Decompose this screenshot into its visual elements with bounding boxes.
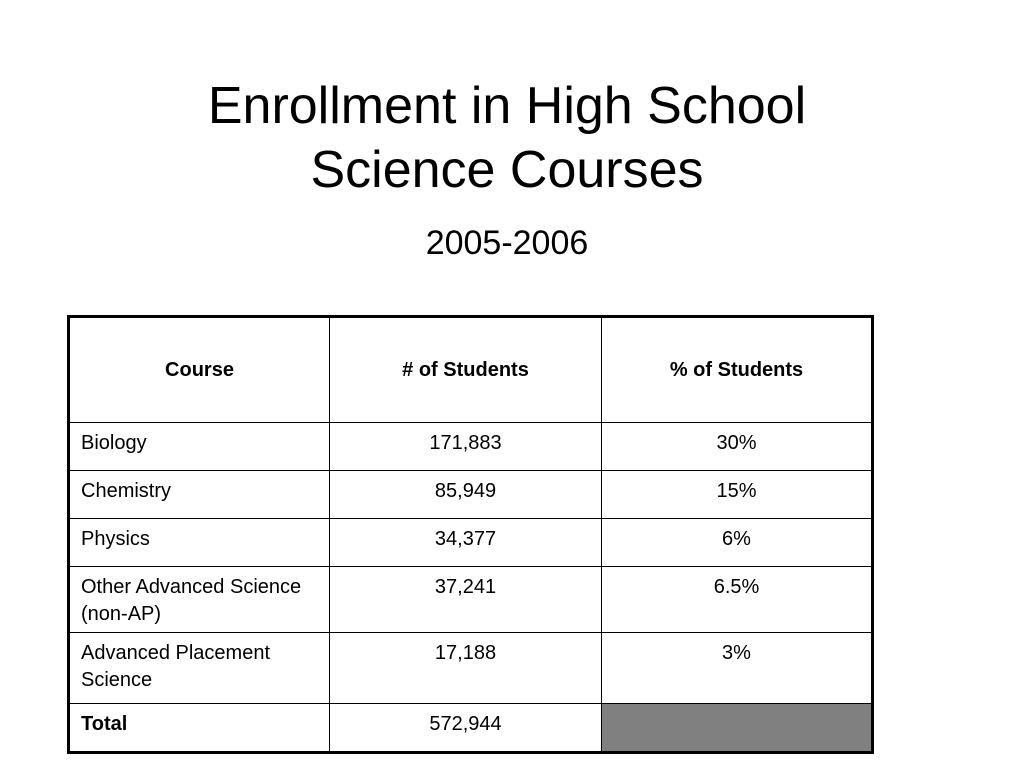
slide-title-line-2: Science Courses — [310, 141, 704, 199]
total-row — [69, 704, 873, 753]
students-cell: 34,377 — [330, 519, 602, 567]
students-cell: 171,883 — [330, 423, 602, 471]
percent-cell: 6% — [602, 519, 873, 567]
percent-cell: 30% — [602, 423, 873, 471]
slide-subtitle: 2005-2006 — [425, 224, 589, 262]
course-cell: Biology — [69, 423, 330, 471]
slide-title-line-1: Enrollment in High School — [207, 77, 807, 135]
total-label-cell: Total — [69, 704, 330, 753]
students-cell: 85,949 — [330, 471, 602, 519]
students-cell: 17,188 — [330, 633, 602, 704]
header-pct-students: % of Students — [602, 317, 873, 423]
table-row — [69, 567, 873, 633]
students-cell: 37,241 — [330, 567, 602, 633]
table-row — [69, 471, 873, 519]
total-percent-cell — [602, 704, 873, 753]
percent-cell: 15% — [602, 471, 873, 519]
table-header-row — [69, 317, 873, 423]
table-row — [69, 423, 873, 471]
percent-cell: 6.5% — [602, 567, 873, 633]
enrollment-table — [67, 315, 874, 754]
slide-title — [0, 74, 1014, 202]
header-course: Course — [69, 317, 330, 423]
table-row — [69, 633, 873, 704]
course-cell: Chemistry — [69, 471, 330, 519]
course-cell: Physics — [69, 519, 330, 567]
course-cell: Advanced Placement Science — [69, 633, 330, 704]
total-students-cell: 572,944 — [330, 704, 602, 753]
percent-cell: 3% — [602, 633, 873, 704]
course-cell: Other Advanced Science (non-AP) — [69, 567, 330, 633]
header-num-students: # of Students — [330, 317, 602, 423]
table-row — [69, 519, 873, 567]
